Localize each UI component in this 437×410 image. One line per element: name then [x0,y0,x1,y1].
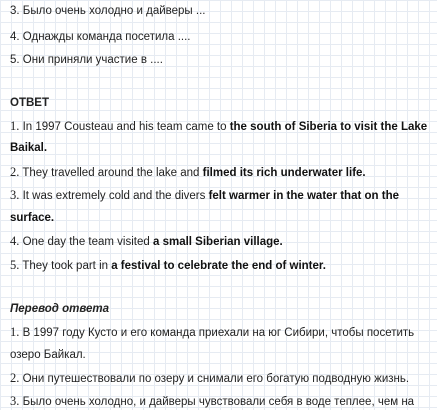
translation-1-continued [10,348,430,363]
answer-4 [10,234,430,250]
translation-number: 2. [10,371,20,385]
answer-2 [10,165,430,181]
answer-text: One day the team visited [19,236,153,248]
answer-text: It was extremely cold and the divers [19,190,209,202]
translation-text: Они путешествовали по озеру и снимали его богатую подводную жизнь. [19,373,410,385]
question-text: 4. Однажды команда посетила .... [10,31,191,43]
translation-3 [10,394,430,410]
answer-highlight: felt warmer in the water that on the [208,190,399,202]
question-4 [10,30,430,45]
answer-highlight: a small Siberian village. [152,236,283,248]
translation-text: Было очень холодно, и дайверы чувствовали себя в воде теплее, чем на [19,396,415,408]
answer-3-continued [10,211,430,226]
translation-1 [10,325,430,341]
answer-text: They travelled around the lake and [19,167,203,179]
answer-heading: ОТВЕТ [10,97,49,109]
translation-heading: Перевод ответа [10,303,110,315]
question-3 [10,4,430,19]
answer-highlight: filmed its rich underwater life. [202,167,366,179]
answer-highlight: surface. [10,212,55,224]
answer-number: 1. [10,119,20,133]
answer-3 [10,188,430,204]
translation-number: 1. [10,325,20,339]
answer-number: 5. [10,258,20,272]
answer-number: 3. [10,188,20,202]
answer-1-continued [10,141,430,156]
answer-highlight: Baikal. [10,142,48,154]
question-text: 3. Было очень холодно и дайверы ... [10,5,206,17]
answer-highlight: the south of Siberia to visit the Lake [229,121,428,133]
answer-highlight: a festival to celebrate the end of winter. [111,260,326,272]
answer-text: In 1997 Cousteau and his team came to [19,121,230,133]
translation-2 [10,371,430,387]
answer-1 [10,119,430,135]
translation-number: 3. [10,394,20,408]
question-5 [10,53,430,68]
answer-number: 4. [10,234,20,248]
answer-text: They took part in [19,260,112,272]
translation-text: В 1997 году Кусто и его команда приехали на юг Сибири, чтобы посетить [19,327,415,339]
translation-text: озеро Байкал. [10,349,86,361]
answer-number: 2. [10,165,20,179]
question-text: 5. Они приняли участие в .... [10,54,163,66]
answer-5 [10,258,430,274]
